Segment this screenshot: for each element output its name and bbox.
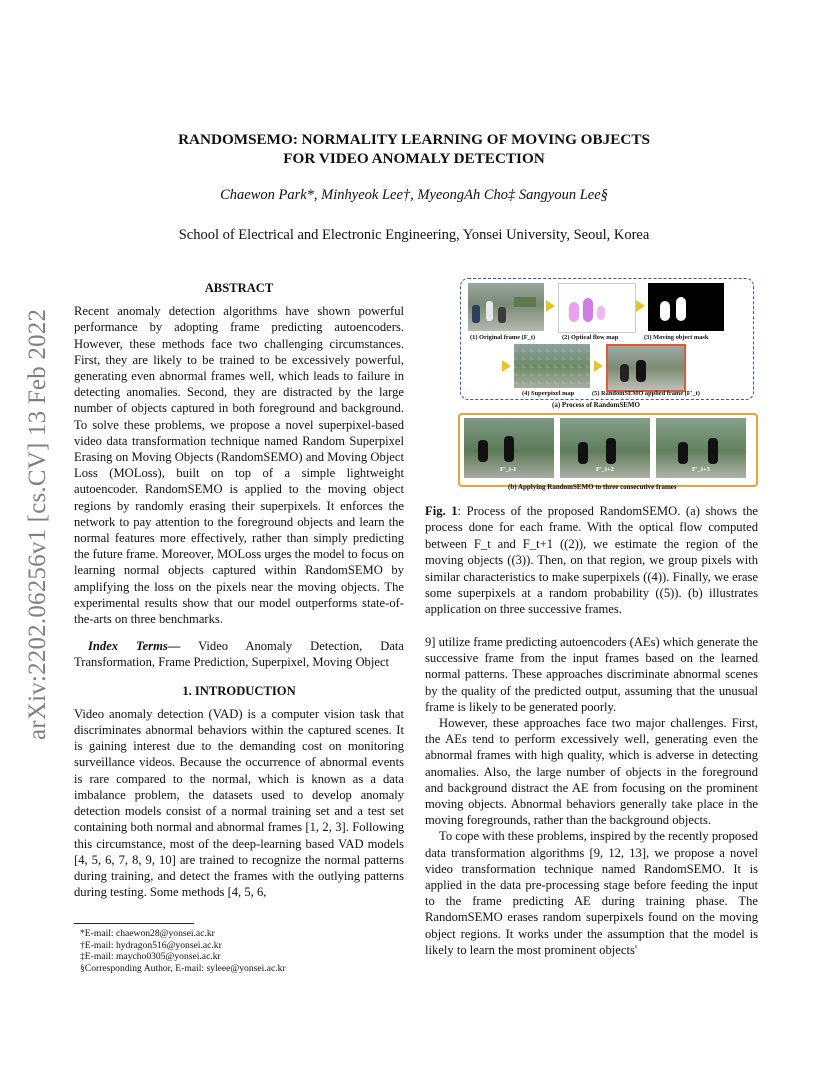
index-terms: [74, 638, 404, 670]
footnote-2: †E-mail: hydragon516@yonsei.ac.kr: [80, 939, 222, 951]
label-original-frame: (1) Original frame (F_t): [470, 334, 536, 341]
arrow-icon: [502, 360, 511, 372]
footnote-3: ‡E-mail: maycho0305@yonsei.ac.kr: [80, 951, 221, 963]
arxiv-stamp: [24, 280, 58, 740]
optical-flow-image: [558, 283, 636, 333]
caption-text: : Process of the proposed RandomSEMO. (a) shows the process done for each frame. With the optical flow computed between F_t and F_t+1 ((2)), we estimate the region of the moving objects ((3)). Then, on that region, we group pixels with similar characteristics to make superpixels ((4)). Finally, we erase some superpixels at a random probability ((5)). (b) illustrates application on three successive frames.: [425, 504, 758, 617]
arrow-icon: [546, 300, 555, 312]
arrow-icon: [594, 360, 603, 372]
right-paragraph-3: To cope with these problems, inspired by the recently proposed data transformation algorithms [9, 12, 13], we propose a novel video transformation technique named RandomSEMO. It is applied in the data pre-processing stage before feeding the input to the frame predicting AE during training phase. The RandomSEMO erases random superpixels found on the moving object regions. It works under the assumption that the model is likely to learn the most prominent objects': [425, 829, 758, 957]
figure-1: [458, 278, 758, 490]
left-column: [74, 280, 404, 900]
label-optical-flow: (2) Optical flow map: [562, 334, 619, 341]
frame-image: [464, 418, 554, 478]
frame-label: F'_t-1: [500, 466, 517, 473]
paper-title: [0, 130, 828, 168]
footnotes: [80, 928, 410, 974]
index-terms-text: Video Anomaly Detection, Data Transformation, Frame Prediction, Superpixel, Moving Object: [74, 639, 404, 670]
right-paragraph-2: However, these approaches face two major challenges. First, the AEs tend to perform excessively well, generating even the abnormal frames with high quality, which is adverse in detecting anomalies. Also, the large number of objects in the foreground and background distract the AE from focusing on the prominent moving objects. Abnormal behaviors generally take place in the moving foregrounds, rather than the background objects.: [425, 716, 758, 828]
label-mask: (3) Moving object mask: [644, 334, 709, 341]
frame-image: [656, 418, 746, 478]
right-paragraph-1: 9] utilize frame predicting autoencoders (AEs) which generate the successive frame from the input frames based on the learned normal patterns. These approaches discriminate abnormal scenes by the quality of the predicted output, assuming that the unusual frame is likely to be generated poorly.: [425, 635, 758, 714]
footnote-1: *E-mail: chaewon28@yonsei.ac.kr: [80, 928, 215, 939]
moving-object-mask-image: [648, 283, 724, 331]
authors: Chaewon Park*, Minhyeok Lee†, MyeongAh Cho‡ Sangyoun Lee§: [220, 187, 608, 203]
label-three-frames: (b) Applying RandomSEMO to three consecutive frames: [508, 483, 677, 491]
intro-paragraph: Video anomaly detection (VAD) is a computer vision task that discriminates abnormal behaviors within the captured scenes. It is gaining interest due to the demanding cost on monitoring surveillance videos. Because the occurrence of abnormal events is rare compared to the normal, which is known as a data imbalance problem, the datasets used to develop anomaly detection models consist of a normal training set and a test set containing both normal and abnormal frames [1, 2, 3]. Following this circumstance, most of the deep-learning based VAD models [4, 5, 6, 7, 8, 9, 10] are trained to recognize the normal patterns during training, and detect the frames with the outlying patterns during testing. Some methods [4, 5, 6,: [74, 706, 404, 900]
arrow-icon: [636, 300, 645, 312]
original-frame-image: [468, 283, 544, 331]
frame-label: F'_t+2: [596, 466, 614, 473]
superpixel-map-image: [514, 344, 590, 388]
figure-caption: [425, 503, 758, 618]
footnote-4: §Corresponding Author, E-mail: syleee@yonsei.ac.kr: [80, 962, 286, 974]
abstract-heading: ABSTRACT: [204, 281, 274, 295]
intro-heading: 1. INTRODUCTION: [182, 683, 296, 698]
label-applied: (5) RandomSEMO applied frame (F'_t): [592, 390, 700, 397]
abstract-text: Recent anomaly detection algorithms have shown powerful performance by adopting frame predicting autoencoders. However, these methods face two challenging circumstances. First, they are likely to be trained to be excessively powerful, generating even abnormal frames well, which leads to failure in detecting anomalies. Second, they are distracted by the large number of objects captured in both foreground and background. To solve these problems, we propose a novel superpixel-based video data transformation technique named Random Superpixel Erasing on Moving Objects (RandomSEMO) and Moving Object Loss (MOLoss), built on top of a simple lightweight autoencoder. RandomSEMO is applied to the moving object regions by randomly erasing their superpixels. It enforces the network to pay attention to the foreground objects and learn the normal features more effectively, rather than simply predicting the future frame. Moreover, MOLoss urges the model to focus on learning normal objects captured within RandomSEMO by amplifying the loss on the pixels near the moving objects. The experimental results show that our model outperforms state-of-the-arts on three benchmarks.: [74, 304, 404, 627]
right-column: [425, 634, 758, 958]
index-terms-label: Index Terms—: [88, 639, 181, 654]
title-line-2: FOR VIDEO ANOMALY DETECTION: [283, 150, 545, 167]
label-process: (a) Process of RandomSEMO: [552, 401, 640, 409]
arxiv-id: arXiv:2202.06256v1 [cs.CV] 13 Feb 2022: [24, 308, 51, 740]
label-superpixel: (4) Superpixel map: [522, 390, 575, 397]
caption-label: Fig. 1: [425, 504, 458, 518]
footnote-rule: [74, 923, 194, 924]
frame-label: F'_t+3: [692, 466, 710, 473]
affiliation: School of Electrical and Electronic Engineering, Yonsei University, Seoul, Korea: [178, 227, 650, 243]
title-line-1: RANDOMSEMO: NORMALITY LEARNING OF MOVING OBJECTS: [178, 131, 650, 148]
randomsemo-applied-image: [606, 344, 686, 392]
frame-image: [560, 418, 650, 478]
